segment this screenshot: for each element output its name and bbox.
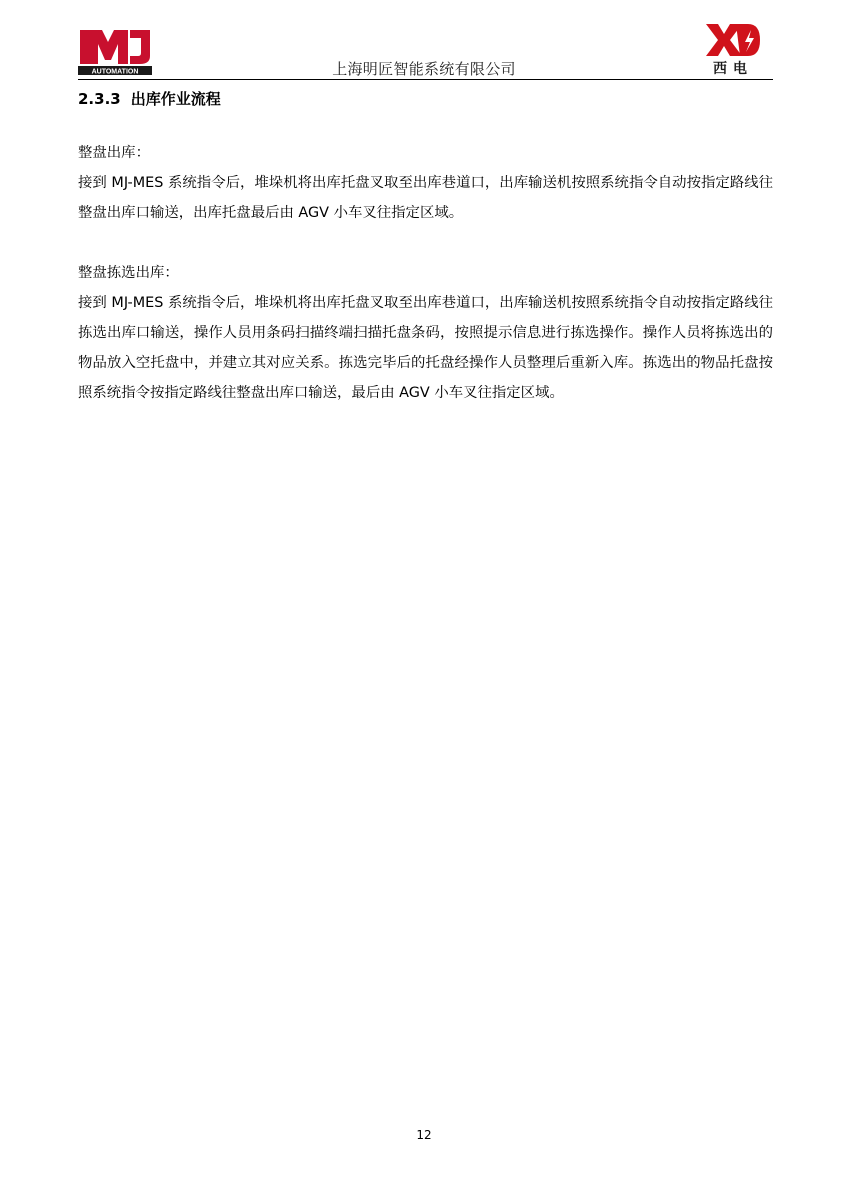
mj-logo-subtext: AUTOMATION xyxy=(91,68,139,76)
block-heading: 整盘出库： xyxy=(78,145,150,161)
section-heading xyxy=(78,88,221,109)
page-number: 12 xyxy=(416,1128,432,1142)
section-number: 2.3.3 xyxy=(78,90,121,108)
block-paragraph: 接到 MJ-MES 系统指令后，堆垛机将出库托盘叉取至出库巷道口，出库输送机按照系统指令自动按指定路线往拣选出库口输送，操作人员用条码扫描终端扫描托盘条码，按照提示信息进行拣选操作。操作人员将拣选出的物品放入空托盘中，并建立其对应关系。拣选完毕后的托盘经操作人员整理后重新入库。拣选出的物品托盘按照系统指令按指定路线往整盘出库口输送，最后由 AGV 小车叉往指定区域。 xyxy=(78,295,773,401)
block-paragraph: 接到 MJ-MES 系统指令后，堆垛机将出库托盘叉取至出库巷道口，出库输送机按照系统指令自动按指定路线往整盘出库口输送，出库托盘最后由 AGV 小车叉往指定区域。 xyxy=(78,175,773,221)
company-name: 上海明匠智能系统有限公司 xyxy=(332,60,516,78)
section-title: 出库作业流程 xyxy=(130,90,221,108)
content-block xyxy=(78,138,773,228)
xd-logo xyxy=(704,22,762,76)
page-header xyxy=(0,0,848,82)
xd-logo-subtext: 西电 xyxy=(713,61,753,76)
content-block xyxy=(78,258,773,408)
document-body xyxy=(78,138,773,408)
header-divider xyxy=(78,79,773,80)
block-heading: 整盘拣选出库： xyxy=(78,265,179,281)
